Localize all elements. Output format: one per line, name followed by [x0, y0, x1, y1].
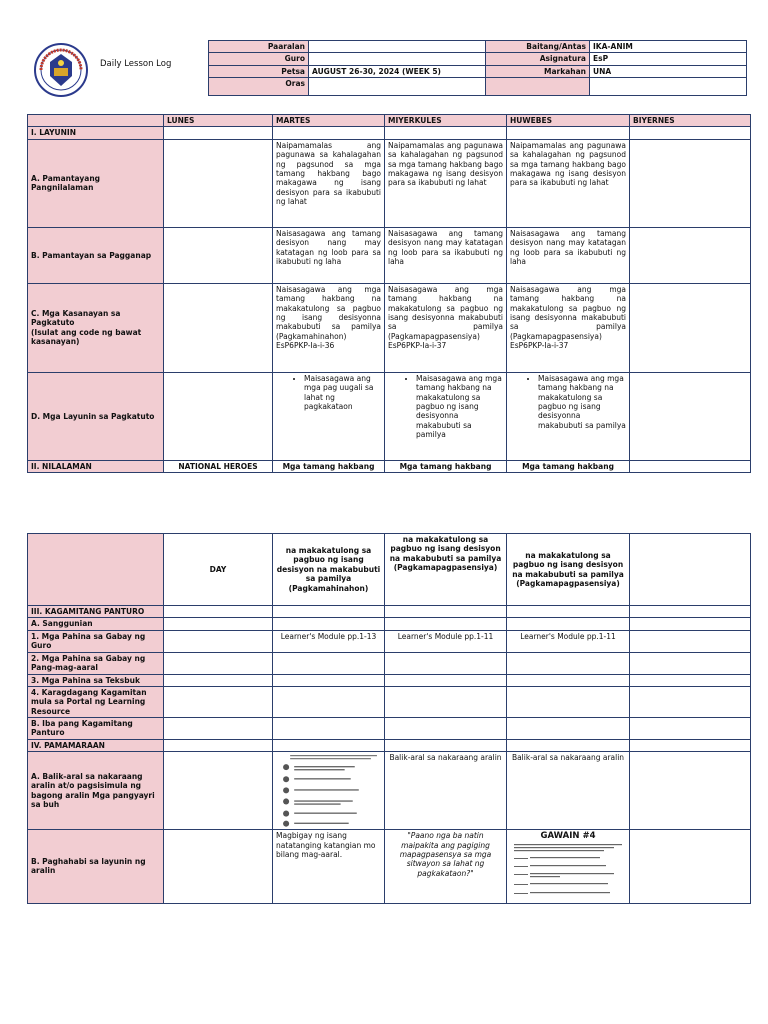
- row-label-paghahabi: B. Paghahabi sa layunin ng aralin: [28, 830, 164, 904]
- cell-text: Naisasagawa ang mga tamang hakbang na makakatulong sa pagbuo ng isang desisyonna makabubuti sa pamilya (Pagkamapagpasensiya) EsP6PKP-Ia-i-37: [385, 283, 507, 372]
- day-header-biyernes: BIYERNES: [630, 115, 751, 127]
- cell-text: Naisasagawa ang mga tamang hakbang na makakatulong sa pagbuo ng isang desisyonna makabubuti sa pamilya (Pagkamahinahon) EsP6PKP-Ia-i-36: [273, 283, 385, 372]
- cell-paghahabi-question: "Paano nga ba natin maipakita ang pagiging mapagpasensya sa mga sitwayon sa lahat ng pagkakataon?": [385, 830, 507, 904]
- cell-national-heroes: NATIONAL HEROES: [164, 460, 273, 472]
- cell-text: Naisasagawa ang tamang desisyon nang may katatagan ng loob para sa ikabubuti ng laha: [273, 227, 385, 283]
- cell-topic-cont: na makakatulong sa pagbuo ng isang desisyon na makabubuti sa pamilya (Pagkamahinahon): [273, 534, 385, 606]
- cell-text: Naisasagawa ang tamang desisyon nang may katatagan ng loob para sa ikabubuti ng laha: [507, 227, 630, 283]
- row-label-kasanayan: [28, 283, 164, 372]
- value-guro: [309, 53, 486, 65]
- cell-gawain: [507, 830, 630, 904]
- label-guro: Guro: [209, 53, 309, 65]
- cell-day: DAY: [164, 534, 273, 606]
- section-kagamitang-panturo: III. KAGAMITANG PANTURO: [28, 606, 164, 618]
- row-label-balik-aral: A. Balik-aral sa nakaraang aralin at/o pagsisimula ng bagong aralin Mga pangyayri sa buh: [28, 752, 164, 830]
- row-label-teksbuk: 3. Mga Pahina sa Teksbuk: [28, 674, 164, 686]
- cell-balik-aral: Balik-aral sa nakaraang aralin: [507, 752, 630, 830]
- cell-module: Learner's Module pp.1-11: [507, 630, 630, 652]
- cell-topic-cont: na makakatulong sa pagbuo ng isang desisyon na makabubuti sa pamilya (Pagkamapagpasensiya): [507, 534, 630, 606]
- header-table: [208, 40, 747, 96]
- label-petsa: Petsa: [209, 65, 309, 77]
- cell-list: [507, 372, 630, 460]
- day-header-miyerkules: MIYERKULES: [385, 115, 507, 127]
- cell-module: Learner's Module pp.1-13: [273, 630, 385, 652]
- section-nilalaman: II. NILALAMAN: [28, 460, 164, 472]
- cell-topic: Mga tamang hakbang: [507, 460, 630, 472]
- value-baitang: IKA-ANIM: [590, 41, 747, 53]
- day-header-huwebes: HUWEBES: [507, 115, 630, 127]
- value-petsa: AUGUST 26-30, 2024 (WEEK 5): [309, 65, 486, 77]
- day-header-lunes: LUNES: [164, 115, 273, 127]
- cell-paghahabi: Magbigay ng isang natatanging katangian mo bilang mag-aaral.: [273, 830, 385, 904]
- worksheet-image: [276, 753, 381, 828]
- row-label-iba-pang-kagamitan: B. Iba pang Kagamitang Panturo: [28, 718, 164, 740]
- lesson-log-table-2: [27, 533, 751, 904]
- value-oras: [309, 78, 486, 96]
- row-label-layunin-pagkatuto: D. Mga Layunin sa Pagkatuto: [28, 372, 164, 460]
- empty-cell: [486, 78, 590, 96]
- cell-text: Naisasagawa ang mga tamang hakbang na makakatulong sa pagbuo ng isang desisyonna makabubuti sa pamilya (Pagkamapagpasensiya) EsP6PKP-Ia-i-37: [507, 283, 630, 372]
- lesson-log-table-1: [27, 114, 751, 473]
- cell-topic-cont: na makakatulong sa pagbuo ng isang desisyon na makabubuti sa pamilya (Pagkamapagpasensiya): [385, 534, 507, 606]
- cell-topic: Mga tamang hakbang: [385, 460, 507, 472]
- section-pamamaraan: IV. PAMAMARAAN: [28, 739, 164, 751]
- corner-cell: [28, 115, 164, 127]
- cell-text: Naisasagawa ang tamang desisyon nang may katatagan ng loob para sa ikabubuti ng laha: [385, 227, 507, 283]
- value-asignatura: EsP: [590, 53, 747, 65]
- row-label-gabay-guro: 1. Mga Pahina sa Gabay ng Guro: [28, 630, 164, 652]
- gawain-title: GAWAIN #4: [540, 831, 596, 842]
- label-markahan: Markahan: [486, 65, 590, 77]
- row-label-gabay-mag-aaral: 2. Mga Pahina sa Gabay ng Pang-mag-aaral: [28, 652, 164, 674]
- list-item: • Maisasagawa ang mga tamang hakbang na makakatulong sa pagbuo ng isang desisyonna makabubuti sa pamilya: [416, 374, 503, 440]
- cell-module: Learner's Module pp.1-11: [385, 630, 507, 652]
- corner-cell: [28, 534, 164, 606]
- document-title: Daily Lesson Log: [100, 59, 172, 69]
- label-line: C. Mga Kasanayan sa Pagkatuto: [31, 309, 121, 328]
- section-layunin: I. LAYUNIN: [28, 127, 164, 139]
- cell-list: [273, 372, 385, 460]
- cell-list: [385, 372, 507, 460]
- cell-balik-aral: Balik-aral sa nakaraang aralin: [385, 752, 507, 830]
- value-markahan: UNA: [590, 65, 747, 77]
- label-baitang: Baitang/Antas: [486, 41, 590, 53]
- cell-text: Naipamamalas ang pagunawa sa kahalagahan ng pagsunod sa mga tamang hakbang bago makagawa ng isang desisyon para sa ikabubuti ng lahat: [273, 139, 385, 227]
- worksheet-thumbnail: [273, 752, 385, 830]
- list-item: • Maisasagawa ang mga pag uugali sa lahat ng pagkakataon: [304, 374, 381, 412]
- row-label-karagdagang-kagamitan: 4. Karagdagang Kagamitan mula sa Portal ng Learning Resource: [28, 686, 164, 717]
- row-label-pamantayang-pangnilalaman: A. Pamantayang Pangnilalaman: [28, 139, 164, 227]
- label-asignatura: Asignatura: [486, 53, 590, 65]
- day-header-martes: MARTES: [273, 115, 385, 127]
- empty-cell: [590, 78, 747, 96]
- label-paaralan: Paaralan: [209, 41, 309, 53]
- label-oras: Oras: [209, 78, 309, 96]
- cell-text: Naipamamalas ang pagunawa sa kahalagahan ng pagsunod sa mga tamang hakbang bago makagawa ng isang desisyon para sa ikabubuti ng lahat: [385, 139, 507, 227]
- deped-seal-logo: [30, 42, 92, 98]
- gawain-worksheet-image: [510, 842, 626, 902]
- label-line: (Isulat ang code ng bawat kasanayan): [31, 327, 142, 347]
- row-label-sanggunian: A. Sanggunian: [28, 618, 164, 630]
- value-paaralan: [309, 41, 486, 53]
- list-item: • Maisasagawa ang mga tamang hakbang na makakatulong sa pagbuo ng isang desisyonna makabubuti sa pamilya: [538, 374, 626, 430]
- cell-text: Naipamamalas ang pagunawa sa kahalagahan ng pagsunod sa mga tamang hakbang bago makagawa ng isang desisyon para sa ikabubuti ng lahat: [507, 139, 630, 227]
- row-label-pamantayan-pagganap: B. Pamantayan sa Pagganap: [28, 227, 164, 283]
- cell-topic: Mga tamang hakbang: [273, 460, 385, 472]
